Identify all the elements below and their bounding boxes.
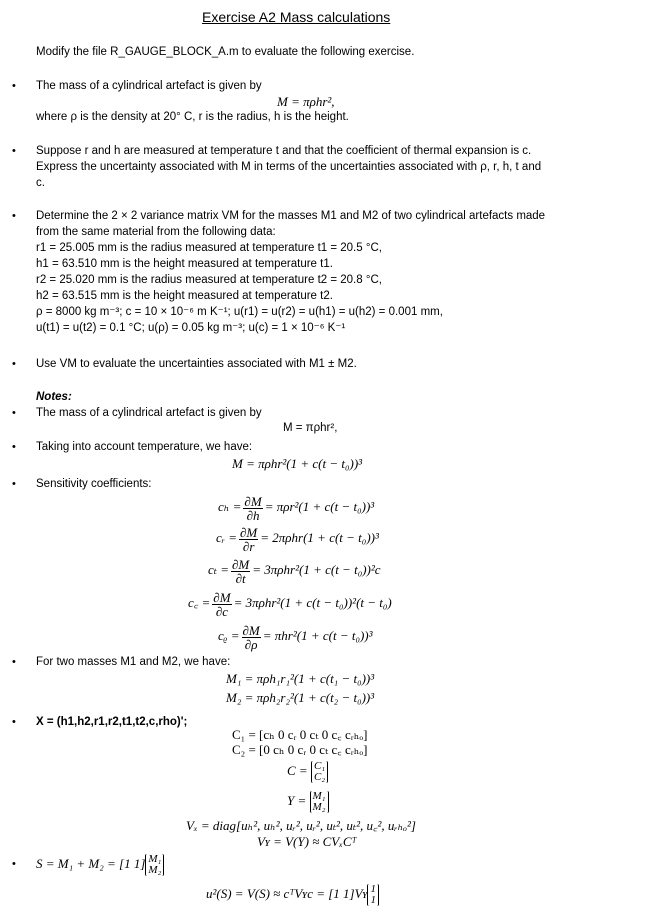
eq-ct: cₜ = $\frac{\partial M}{\partial t}$ = 3πρhr²(1 + c(t − t₀))²c <box>208 556 381 586</box>
notes-n1: The mass of a cylindrical artefact is given by <box>36 407 262 419</box>
notes-heading: Notes: <box>36 391 72 403</box>
b3-line8: u(t1) = u(t2) = 0.1 °C; u(ρ) = 0.05 kg m⁻³; u(c) = 1 × 10⁻⁶ K⁻¹ <box>36 322 346 334</box>
eq-ch: cₕ = $\frac{\partial M}{\partial h}$ = πρr²(1 + c(t − t₀))³ <box>218 493 375 523</box>
eq-VX: Vₓ = diag[uₕ², uₕ², uᵣ², uᵣ², uₜ², uₜ², u꜀², uᵣₕₒ²] <box>186 818 416 833</box>
b3-line6: h2 = 63.515 mm is the height measured at temperature t2. <box>36 290 333 302</box>
bullet-4: • <box>12 358 16 370</box>
eq-Y-matrix: Y = M₁ M₂ <box>287 788 329 814</box>
b3-line7: ρ = 8000 kg m⁻³; c = 10 × 10⁻⁶ m K⁻¹; u(r1) = u(r2) = u(h1) = u(h2) = 0.001 mm, <box>36 306 443 318</box>
b3-line1: Determine the 2 × 2 variance matrix VM for the masses M1 and M2 of two cylindrical artefacts made <box>36 210 546 222</box>
eq-cc: c꜀ = $\frac{\partial M}{\partial c}$ = 3πρhr²(1 + c(t − t₀))²(t − t₀) <box>188 589 392 619</box>
b3-line2: from the same material from the following data: <box>36 226 276 238</box>
notes-n1-eq: M = πρhr², <box>283 422 338 434</box>
eq-mass-temperature: M = πρhr²(1 + c(t − t₀))³ <box>232 456 363 471</box>
b2-line3: c. <box>36 177 45 189</box>
bullet-n1: • <box>12 407 16 419</box>
b3-line5: r2 = 25.020 mm is the radius measured at temperature t2 = 20.8 °C, <box>36 274 382 286</box>
bullet-n6: • <box>12 858 16 870</box>
eq-cr: cᵣ = $\frac{\partial M}{\partial r}$ = 2πρhr(1 + c(t − t₀))³ <box>216 524 379 554</box>
b4-text: Use VM to evaluate the uncertainties associated with M1 ± M2. <box>36 358 357 370</box>
notes-n5: X = (h1,h2,r1,r2,t1,t2,c,rho)'; <box>36 716 188 728</box>
eq-M2: M₂ = πρh₂r₂²(1 + c(t₂ − t₀))³ <box>226 690 375 705</box>
notes-n4: For two masses M1 and M2, we have: <box>36 656 231 668</box>
b1-text: The mass of a cylindrical artefact is given by <box>36 80 262 92</box>
eq-VY: Vʏ = V(Y) ≈ CVₓCᵀ <box>257 834 357 849</box>
b1-equation: M = πρhr², <box>277 94 335 109</box>
b3-line4: h1 = 63.510 mm is the height measured at temperature t1. <box>36 258 333 270</box>
bullet-3: • <box>12 210 16 222</box>
b3-line3: r1 = 25.005 mm is the radius measured at temperature t1 = 20.5 °C, <box>36 242 382 254</box>
eq-C-matrix: C = C₁ C₂ <box>287 758 328 784</box>
eq-C2: C₂ = [0 cₕ 0 cᵣ 0 cₜ c꜀ cᵣₕₒ] <box>232 742 368 757</box>
eq-u2S: u²(S) = V(S) ≈ cᵀVʏc = [1 1]Vʏ 1 1 <box>206 880 379 908</box>
bullet-n3: • <box>12 478 16 490</box>
bullet-n2: • <box>12 441 16 453</box>
eq-C1: C₁ = [cₕ 0 cᵣ 0 cₜ 0 c꜀ cᵣₕₒ] <box>232 727 368 742</box>
b2-line2: Express the uncertainty associated with M in terms of the uncertainties associated with ρ, r, h, t and <box>36 161 542 173</box>
bullet-1: • <box>12 80 16 92</box>
notes-n2: Taking into account temperature, we have: <box>36 441 253 453</box>
bullet-2: • <box>12 145 16 157</box>
notes-n3: Sensitivity coefficients: <box>36 478 152 490</box>
eq-M1: M₁ = πρh₁r₁²(1 + c(t₁ − t₀))³ <box>226 671 375 686</box>
page-title: Exercise A2 Mass calculations <box>202 9 391 25</box>
bullet-n5: • <box>12 716 16 728</box>
intro-text: Modify the file R_GAUGE_BLOCK_A.m to evaluate the following exercise. <box>36 46 415 58</box>
bullet-n4: • <box>12 656 16 668</box>
eq-cp: cᵨ = $\frac{\partial M}{\partial\rho}$ = πhr²(1 + c(t − t₀))³ <box>218 622 373 652</box>
b1-where: where ρ is the density at 20° C, r is the radius, h is the height. <box>36 111 349 123</box>
eq-S: S = M₁ + M₂ = [1 1] M₁ M₂ <box>36 850 164 878</box>
b2-line1: Suppose r and h are measured at temperature t and that the coefficient of thermal expansion is c. <box>36 145 532 157</box>
